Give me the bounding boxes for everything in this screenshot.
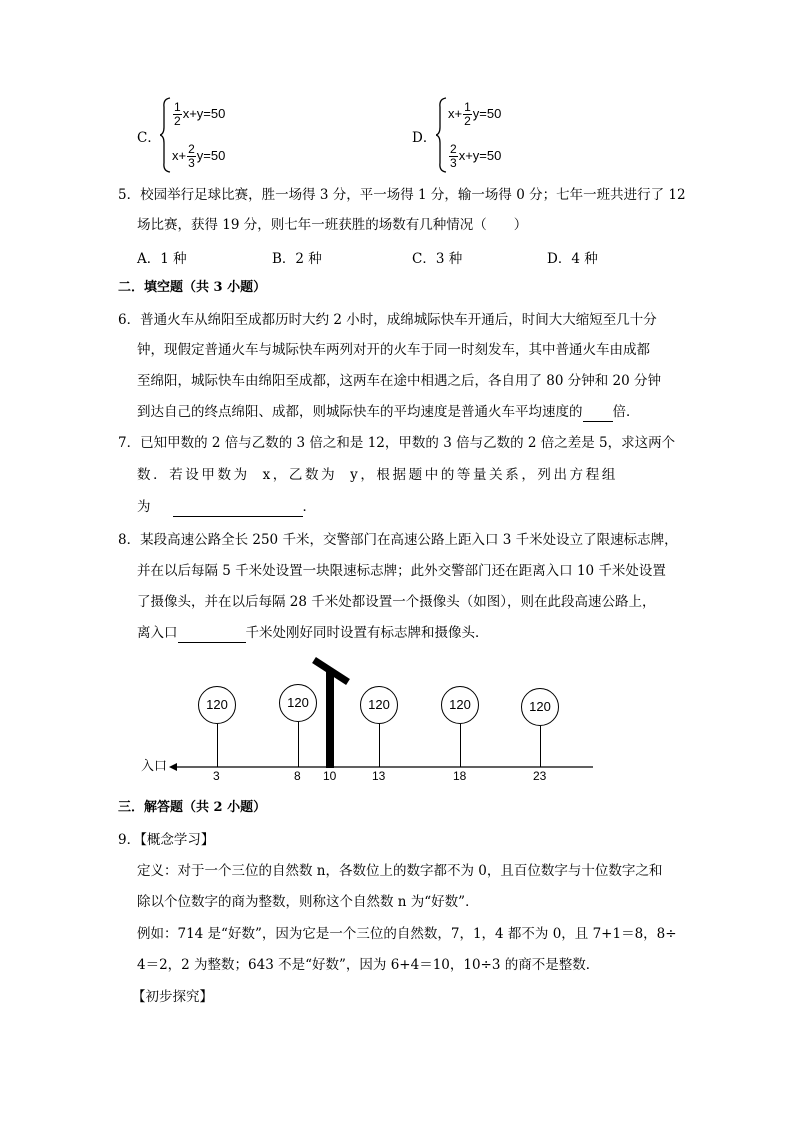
q9-example-line1: 例如：714 是“好数”，因为它是一个三位的自然数，7，1，4 都不为 0，且 7+1＝8，8÷ [137,926,677,942]
q9-definition-line2: 除以个位数字的商为整数，则称这个自然数 n 为“好数”． [137,894,479,910]
q7-line2: 数．若设甲数为 x，乙数为 y，根据题中的等量关系，列出方程组 [137,467,618,483]
position-label: 13 [372,769,386,783]
q6-line1: 6．普通火车从绵阳至成都历时大约 2 小时，成绵城际快车开通后，时间大大缩短至几十分 [118,312,657,328]
q7-answer-blank[interactable] [173,502,303,517]
position-label: 23 [533,769,547,783]
section-3-heading: 三．解答题（共 2 小题） [118,800,267,815]
q8-line1: 8．某段高速公路全长 250 千米，交警部门在高速公路上距入口 3 千米处设立了限速标志牌， [118,532,678,548]
q5-option-a[interactable]: A．1 种 [137,251,187,267]
speed-limit-sign: 120 [441,686,479,724]
q5-option-b[interactable]: B．2 种 [272,251,322,267]
option-d-eq2: $\frac{2}{3}$ x+y=50 [450,142,502,170]
camera-position-label: 10 [323,769,337,783]
speed-limit-sign: 120 [279,684,317,722]
option-c-label: C． [137,130,161,146]
q5-line1: 5．校园举行足球比赛，胜一场得 3 分，平一场得 1 分，输一场得 0 分；七年一班共进行了 12 [118,187,686,203]
q7-line3: 为 ． [137,499,316,515]
q7-line1: 7．已知甲数的 2 倍与乙数的 3 倍之和是 12，甲数的 3 倍与乙数的 2 倍之差是 5，求这两个 [118,435,676,451]
q9-definition-line1: 定义：对于一个三位的自然数 n，各数位上的数字都不为 0，且百位数字与十位数字之和 [137,863,663,879]
option-c-brace [160,97,172,173]
position-label: 3 [213,769,220,783]
option-c-eq1: $\frac{1}{2}$ x+y=50 [174,100,226,128]
q8-line4: 离入口 千米处刚好同时设置有标志牌和摄像头． [137,625,489,641]
q8-line2: 并在以后每隔 5 千米处设置一块限速标志牌；此外交警部门还在距离入口 10 千米处设置 [137,563,666,579]
q8-line3: 了摄像头，并在以后每隔 28 千米处都设置一个摄像头（如图），则在此段高速公路上， [137,594,656,610]
position-label: 18 [453,769,467,783]
option-c-eq2: x+ $\frac{2}{3}$ y=50 [172,142,226,170]
q5-line2: 场比赛，获得 19 分，则七年一班获胜的场数有几种情况（ ） [137,217,528,233]
sign-pole [379,724,380,767]
q6-line3: 至绵阳，城际快车由绵阳至成都，这两车在途中相遇之后，各自用了 80 分钟和 20 分钟 [137,373,662,389]
speed-limit-sign: 120 [521,688,559,726]
speed-limit-sign: 120 [360,686,398,724]
arrow-left-icon [169,763,177,771]
q6-line4: 到达自己的终点绵阳、成都，则城际快车的平均速度是普通火车平均速度的 倍． [137,404,640,420]
speed-limit-sign: 120 [198,686,236,724]
option-d-brace [436,97,448,173]
q9-example-line2: 4＝2，2 为整数；643 不是“好数”，因为 6+4＝10，10÷3 的商不是整数． [137,957,600,973]
sign-pole [540,726,541,767]
q5-option-d[interactable]: D．4 种 [547,251,598,267]
position-label: 8 [294,769,301,783]
q6-answer-blank[interactable] [583,407,613,422]
sign-pole [460,724,461,767]
camera-icon [310,654,352,768]
option-d-eq1: x+ $\frac{1}{2}$ y=50 [448,100,502,128]
q5-option-c[interactable]: C．3 种 [412,251,463,267]
q6-line2: 钟，现假定普通火车与城际快车两列对开的火车于同一时刻发车，其中普通火车由成都 [137,342,650,358]
option-d-label: D． [412,130,437,146]
q9-subheading: 【初步探究】 [132,989,213,1005]
entrance-label: 入口 [141,759,168,774]
q9-heading: 9．【概念学习】 [118,832,215,848]
q8-answer-blank[interactable] [178,628,246,643]
sign-pole [298,722,299,767]
sign-pole [217,724,218,767]
section-2-heading: 二．填空题（共 3 小题） [118,280,267,295]
